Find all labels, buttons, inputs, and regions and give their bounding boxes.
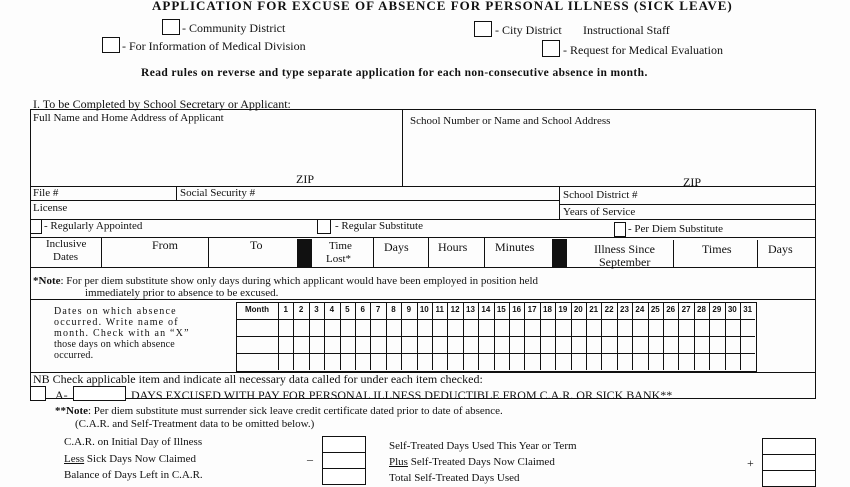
regularly-appointed-checkbox[interactable] (30, 219, 42, 234)
note-text-2: immediately prior to absence to be excused. (85, 287, 279, 299)
lost-label: Lost* (326, 253, 352, 265)
day-header: 7 (375, 305, 381, 314)
day-header: 6 (360, 305, 365, 314)
day-header: 20 (573, 305, 583, 314)
regular-substitute-checkbox[interactable] (317, 219, 331, 234)
regularly-appointed-label: - Regularly Appointed (44, 220, 143, 232)
item-a-checkbox[interactable] (30, 386, 46, 401)
minutes-label: Minutes (495, 240, 535, 254)
car-claimed-field[interactable] (322, 452, 366, 469)
day-header: 14 (481, 305, 491, 314)
month-header: Month (245, 305, 269, 314)
st-total-label: Total Self-Treated Days Used (389, 472, 520, 484)
dates-label: Dates (53, 251, 79, 263)
september-label: September (599, 255, 651, 269)
absence-instruction-line: occurred. Write name of (54, 317, 179, 328)
note-body: : For per diem substitute show only days during which applicant would have been employed in position held (60, 275, 539, 287)
medical-evaluation-checkbox[interactable] (542, 40, 560, 57)
day-header: 12 (450, 305, 460, 314)
day-header: 23 (620, 305, 629, 314)
st-claimed-field[interactable] (762, 454, 816, 471)
from-label: From (152, 238, 179, 252)
less-word: Less (64, 453, 85, 465)
absence-instruction-line: Dates on which absence (54, 306, 177, 317)
car-initial-field[interactable] (322, 436, 366, 453)
day-header: 4 (329, 305, 335, 314)
day-header: 2 (298, 305, 304, 314)
city-district-label: - City District (495, 23, 562, 37)
time-label: Time (329, 240, 352, 252)
day-header: 17 (527, 305, 537, 314)
nb-heading: NB Check applicable item and indicate all necessary data called for under each item checked: (33, 372, 483, 386)
day-header: 26 (666, 305, 676, 314)
nb-note-2: (C.A.R. and Self-Treatment data to be omitted below.) (75, 418, 315, 430)
per-diem-checkbox[interactable] (614, 222, 626, 237)
medical-division-label: - For Information of Medical Division (122, 39, 306, 53)
days2-label: Days (768, 242, 793, 256)
less-rest: Sick Days Now Claimed (84, 453, 196, 465)
to-label: To (250, 238, 263, 252)
day-header: 5 (345, 305, 350, 314)
illness-since-label: Illness Since (594, 242, 655, 256)
zip-label-2: ZIP (683, 175, 701, 189)
plus-sign: + (747, 456, 754, 470)
day-header: 31 (743, 305, 753, 314)
day-header: 24 (635, 305, 645, 314)
item-a-text: DAYS EXCUSED WITH PAY FOR PERSONAL ILLNESS DEDUCTIBLE FROM C.A.R. OR SICK BANK** (131, 388, 673, 402)
car-balance-field[interactable] (322, 468, 366, 485)
day-header: 11 (435, 305, 444, 314)
day-header: 3 (314, 305, 319, 314)
plus-word: Plus (389, 456, 408, 468)
absence-instruction-line: occurred. (54, 350, 94, 361)
item-a-days-field[interactable] (73, 386, 126, 401)
city-district-checkbox[interactable] (474, 21, 492, 37)
regular-substitute-label: - Regular Substitute (335, 220, 423, 232)
medical-division-checkbox[interactable] (102, 37, 120, 53)
inclusive-label: Inclusive (46, 238, 87, 250)
plus-rest: Self-Treated Days Now Claimed (407, 456, 555, 468)
instructional-staff-label: Instructional Staff (583, 23, 670, 37)
car-less-label (64, 453, 196, 465)
note-label: *Note (33, 275, 61, 287)
medical-evaluation-label: - Request for Medical Evaluation (563, 43, 723, 57)
community-district-label: - Community District (182, 21, 286, 35)
separator-block-1 (297, 239, 312, 267)
section1-heading: I. To be Completed by School Secretary or Applicant: (33, 97, 291, 111)
separator-block-2 (552, 239, 567, 267)
st-used-field[interactable] (762, 438, 816, 455)
day-header: 28 (697, 305, 706, 314)
nb-note (55, 405, 503, 417)
community-district-checkbox[interactable] (162, 19, 180, 35)
day-header: 9 (406, 305, 412, 314)
car-balance-label: Balance of Days Left in C.A.R. (64, 469, 203, 481)
day-header: 25 (650, 305, 660, 314)
day-header: 15 (496, 305, 506, 314)
per-diem-label: - Per Diem Substitute (628, 223, 724, 235)
nb-note-label: **Note (55, 405, 88, 417)
day-header: 8 (391, 305, 396, 314)
st-total-field[interactable] (762, 470, 816, 487)
license-label: License (33, 202, 68, 214)
form-title: APPLICATION FOR EXCUSE OF ABSENCE FOR PERSONAL ILLNESS (SICK LEAVE) (152, 0, 733, 13)
day-header: 30 (727, 305, 737, 314)
day-header: 16 (512, 305, 522, 314)
day-header: 21 (589, 305, 599, 314)
days-label: Days (384, 240, 409, 254)
school-address-label: School Number or Name and School Address (410, 115, 611, 127)
zip-label-1: ZIP (296, 172, 314, 186)
school-district-label: School District # (563, 189, 638, 201)
day-header: 1 (283, 305, 288, 314)
item-a-prefix: A- (55, 388, 68, 402)
day-header: 22 (604, 305, 614, 314)
day-header: 13 (466, 305, 475, 314)
st-plus-label (389, 456, 555, 468)
minus-sign: – (307, 452, 313, 466)
absence-instruction-line: those days on which absence (54, 339, 175, 350)
nb-note-body: : Per diem substitute must surrender sick leave credit certificate dated prior to date of absence. (88, 405, 503, 417)
hours-label: Hours (438, 240, 468, 254)
note-text (33, 275, 538, 287)
day-header: 29 (712, 305, 722, 314)
day-header: 19 (558, 305, 568, 314)
file-label: File # (33, 187, 59, 199)
full-name-label: Full Name and Home Address of Applicant (33, 112, 224, 124)
times-label: Times (702, 242, 732, 256)
day-header: 18 (543, 305, 552, 314)
st-used-label: Self-Treated Days Used This Year or Term (389, 440, 577, 452)
ssn-label: Social Security # (180, 187, 256, 199)
years-service-label: Years of Service (563, 206, 636, 218)
day-header: 27 (681, 305, 691, 314)
instruction-text: Read rules on reverse and type separate application for each non-consecutive absence in month. (141, 67, 648, 79)
absence-instruction-line: month. Check with an “X” (54, 328, 190, 339)
car-initial-label: C.A.R. on Initial Day of Illness (64, 436, 203, 448)
day-header: 10 (419, 305, 429, 314)
